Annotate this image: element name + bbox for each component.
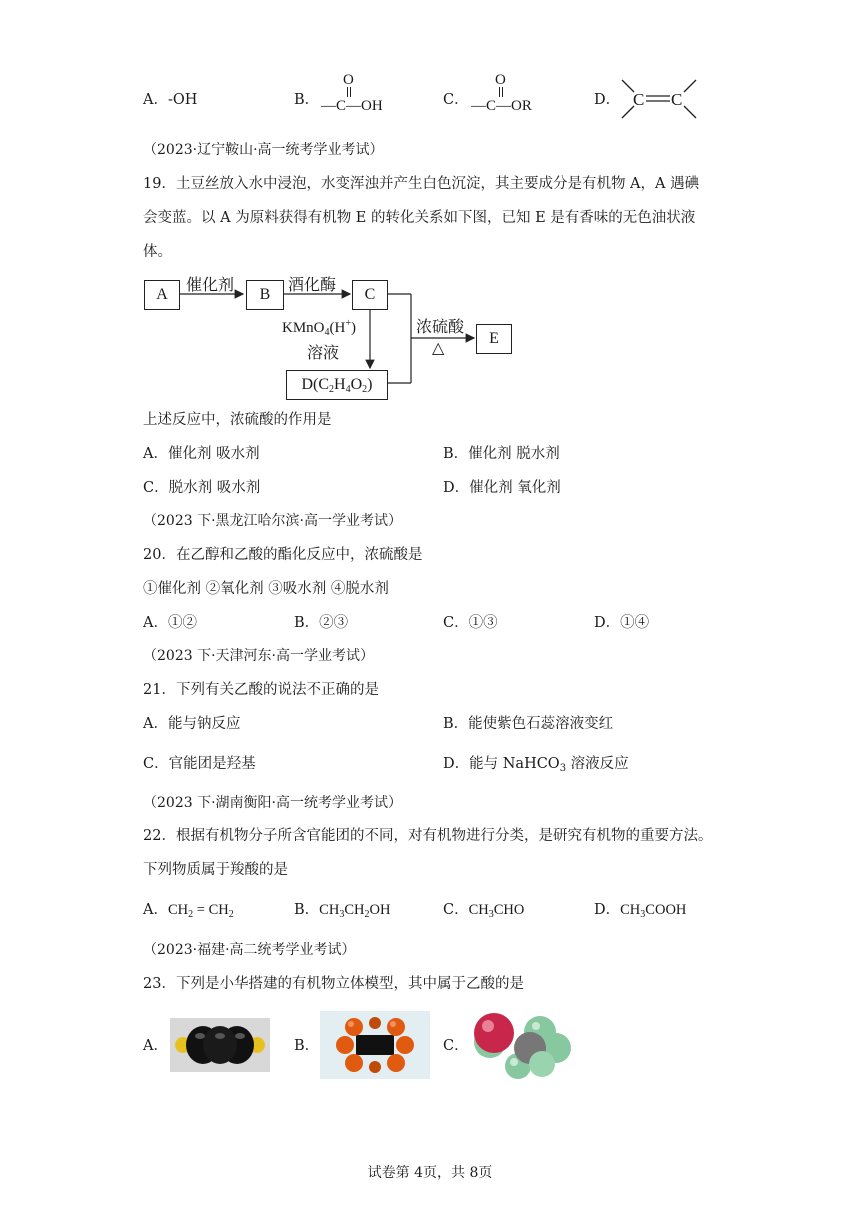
formula-sub: 2 (228, 909, 234, 920)
formula-part: CH (620, 902, 641, 918)
q21-option-a[interactable]: A．能与钠反应 (143, 716, 241, 732)
option-label: B． (294, 902, 320, 918)
q18-option-d-label[interactable]: D． (594, 92, 621, 108)
q23-option-a[interactable]: A． (143, 1038, 168, 1054)
page-footer: 试卷第 4页，共 8页 (367, 1165, 493, 1181)
q23-model-b-image[interactable] (320, 1011, 430, 1079)
q23-model-c-image[interactable] (470, 1008, 575, 1080)
q18-option-c-structure (471, 70, 560, 120)
q23-stem: 23．下列是小华搭建的有机物立体模型，其中属于乙酸的是 (143, 976, 524, 992)
q20-option-c[interactable]: C．①③ (443, 615, 498, 631)
option-label: C． (443, 902, 469, 918)
q23-option-b[interactable]: B． (294, 1038, 320, 1054)
box-d-sub: 4 (345, 384, 351, 395)
diagram-box-d (286, 370, 388, 400)
q23-option-c[interactable]: C． (443, 1038, 469, 1054)
q18-option-b-label[interactable]: B． (294, 92, 320, 108)
q23-source: （2023·福建·高二统考学业考试） (143, 942, 356, 958)
diagram-box-e: E (476, 324, 512, 354)
q20-option-d[interactable]: D．①④ (594, 615, 650, 631)
q19-stem-line-3: 体。 (143, 244, 172, 260)
formula-sub: 3 (640, 909, 646, 920)
box-d-sub: 2 (362, 384, 368, 395)
q18-option-a[interactable]: A．-OH (143, 92, 198, 108)
label-conc-sulfuric: 浓硫酸 (416, 319, 465, 336)
q21-option-d-text: D．能与 NaHCO (443, 756, 560, 772)
q21-option-d-text: 溶液反应 (566, 756, 629, 772)
q21-option-c[interactable]: C．官能团是羟基 (143, 756, 256, 772)
q22-option-a[interactable] (143, 900, 234, 925)
diagram-box-c: C (352, 280, 388, 310)
kmno4-text: ) (350, 320, 356, 336)
kmno4-sub: 4 (324, 327, 330, 338)
box-d-text: O (350, 376, 363, 393)
q19-stem-line-2: 会变蓝。以 A 为原料获得有机物 E 的转化关系如下图，已知 E 是有香味的无色油状液 (143, 210, 696, 226)
q19-option-d[interactable]: D．催化剂 氧化剂 (443, 480, 561, 496)
formula-part: CHO (493, 902, 525, 918)
box-d-text: ) (367, 376, 373, 393)
q21-option-d-sub: 3 (559, 763, 567, 774)
diagram-box-b: B (246, 280, 284, 310)
q19-question: 上述反应中，浓硫酸的作用是 (143, 412, 332, 428)
svg-text:C: C (633, 90, 645, 109)
q20-option-b[interactable]: B．②③ (294, 615, 349, 631)
box-d-sub: 2 (329, 384, 335, 395)
formula-part: COOH (645, 902, 687, 918)
formula-sub: 3 (339, 909, 345, 920)
q21-option-b[interactable]: B．能使紫色石蕊溶液变红 (443, 716, 614, 732)
label-kmno4 (282, 318, 356, 338)
q22-stem-line-1: 22．根据有机物分子所含官能团的不同，对有机物进行分类，是研究有机物的重要方法。 (143, 828, 713, 844)
q19-option-a[interactable]: A．催化剂 吸水剂 (143, 446, 260, 462)
q22-source: （2023 下·湖南衡阳·高一统考学业考试） (143, 795, 402, 811)
q19-source: （2023·辽宁鞍山·高一统考学业考试） (143, 142, 384, 158)
label-catalyst: 催化剂 (186, 277, 235, 294)
label-heat: △ (432, 340, 445, 357)
alkene-double-bond-structure (618, 76, 700, 122)
q18-option-c-label[interactable]: C． (443, 92, 469, 108)
q20-stem: 20．在乙醇和乙酸的酯化反应中，浓硫酸是 (143, 547, 423, 563)
kmno4-sup: + (345, 318, 351, 329)
formula-part: CH (319, 902, 340, 918)
q21-option-d[interactable] (443, 754, 629, 779)
label-solution: 溶液 (307, 345, 340, 362)
kmno4-text: KMnO (282, 320, 325, 336)
formula-sub: 3 (488, 909, 494, 920)
q19-stem-line-1: 19．土豆丝放入水中浸泡，水变浑浊并产生白色沉淀，其主要成分是有机物 A，A 遇碘 (143, 176, 700, 192)
option-label: A． (143, 902, 168, 918)
option-label: D． (594, 902, 621, 918)
q20-source: （2023 下·黑龙江哈尔滨·高一学业考试） (143, 513, 402, 529)
q22-option-d[interactable] (594, 900, 686, 925)
q22-option-b[interactable] (294, 900, 390, 925)
formula-part: CH (167, 902, 189, 918)
q23-model-a-image[interactable] (170, 1018, 270, 1072)
carboxyl-chain: —C—OH (321, 98, 383, 114)
q20-items: ①催化剂 ②氧化剂 ③吸水剂 ④脱水剂 (143, 581, 389, 597)
ester-chain: —C—OR (471, 98, 532, 114)
formula (620, 902, 686, 918)
formula-sub: 2 (188, 909, 194, 920)
box-d-text: H (334, 376, 346, 393)
box-d-text: D(C (301, 376, 330, 393)
q19-option-b[interactable]: B．催化剂 脱水剂 (443, 446, 560, 462)
q21-source: （2023 下·天津河东·高一学业考试） (143, 648, 374, 664)
q22-option-c[interactable] (443, 900, 524, 925)
kmno4-text: (H (329, 320, 346, 336)
formula-part: OH (369, 902, 391, 918)
formula (469, 902, 525, 918)
q18-option-b-structure (321, 70, 405, 120)
formula (168, 902, 234, 918)
q20-option-a[interactable]: A．①② (143, 615, 197, 631)
formula-part: CH (344, 902, 365, 918)
svg-text:C: C (671, 90, 683, 109)
q21-stem: 21．下列有关乙酸的说法不正确的是 (143, 682, 379, 698)
q22-stem-line-2: 下列物质属于羧酸的是 (143, 862, 288, 878)
label-zymase: 酒化酶 (288, 277, 337, 294)
q19-option-c[interactable]: C．脱水剂 吸水剂 (143, 480, 261, 496)
formula-part: CH (468, 902, 489, 918)
formula (319, 902, 390, 918)
oxygen-atom-label: O (495, 72, 506, 88)
oxygen-atom-label: O (343, 72, 354, 88)
diagram-box-a: A (144, 280, 180, 310)
formula-part: = CH (193, 902, 229, 918)
formula-sub: 2 (364, 909, 370, 920)
